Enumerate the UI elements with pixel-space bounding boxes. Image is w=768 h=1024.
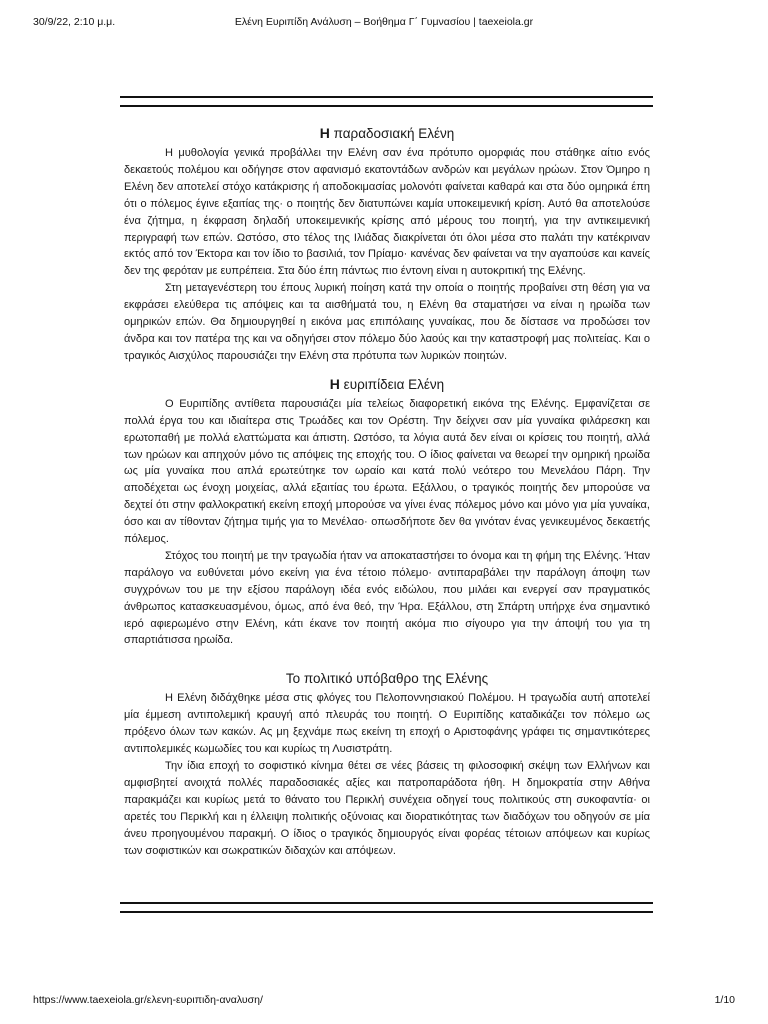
- print-footer: [0, 994, 768, 1010]
- section-spacer: [124, 365, 650, 373]
- paragraph: Την ίδια εποχή το σοφιστικό κίνημα θέτει σε νέες βάσεις τη φιλοσοφική σκέψη των Ελλήνων και αμφισβητεί ανοιχτά πολλές παραδοσιακές αξίες και πατροπαράδοτα ήθη. Η δημοκρατία στην Αθήνα παρακμάζει και κυρίως μετά το θάνατο του Περικλή συνέχεια οδηγεί τους πολιτικούς στη συκοφαντία· οι αρετές του Περικλή και η έλλειψη πολιτικής οξύνοιας και διορατικότητας των διαδόχων του οδηγούν σε μία άνευ προηγουμένου παρακμή. Ο ίδιος ο τραγικός δημιουργός είναι φορέας τέτοιων απόψεων και κυρίως των σοφιστικών και σωκρατικών διδαχών και απόψεων.: [124, 760, 650, 857]
- top-double-rule: [120, 96, 653, 107]
- paragraph: Ο Ευριπίδης αντίθετα παρουσιάζει μία τελείως διαφορετική εικόνα της Ελένης. Εμφανίζεται σε πολλά έργα του και ιδιαίτερα στις Τρωάδες και τον Ορέστη. Την δείχνει σαν μία γυναίκα φιλάρεσκη και ερωτοπαθή με πολλά ελαττώματα και άπιστη. Ωστόσο, τα λόγια αυτά δεν είναι οι κρίσεις του ποιητή, αλλά των ηρώων και απηχούν μόνο τις απόψεις της εποχής του. Ο ίδιος φαίνεται να θεωρεί την ομηρική ηρωίδα ως μία γυναίκα που απλά ερωτεύτηκε τον ωραίο και κατά πολύ νεότερο του Μενελάου Πάρη. Την αποδέχεται ως ένοχη μοιχείας, αλλά εξαιτίας του έρωτα. Εξάλλου, ο τραγικός ποιητής δεν μπορούσε να δεχτεί ότι στην φαλλοκρατική εκείνη εποχή μπορούσε να γίνει ένας πόλεμος μόνο και μόνο για μία γυναίκα, όσο και αν τίθονταν ζήτημα τιμής για το Μενέλαο· οπωσδήποτε δεν θα γινόταν ένας γενικευμένος δεκαετής πόλεμος.: [124, 397, 650, 546]
- document-body: [124, 122, 650, 859]
- paragraph: Στόχος του ποιητή με την τραγωδία ήταν να αποκαταστήσει το όνομα και τη φήμη της Ελένης. Ήταν παράλογο να ευθύνεται μόνο εκείνη για ένα τέτοιο πόλεμο· αντιπαραβάλει την παράλογη άποψη των συγχρόνων του με την εξίσου παράλογη ιδέα ενός ειδώλου, που μιλάει και ενεργεί σαν πραγματικός άνθρωπος κατασκευασμένου, όμως, από ένα θεό, την Ήρα. Εξάλλου, στη Σπάρτη υπήρχε ένα σημαντικό ιερό αφιερωμένο στην Ελένη, κάτι έκανε τον ποιητή ακόμα πιο σίγουρο για την άποψή του για τη σπαρτιάτισσα ηρωίδα.: [124, 549, 650, 647]
- section-heading-euripidean-helen: [124, 373, 650, 396]
- section-spacer: [124, 649, 650, 668]
- paragraph: Η Ελένη διδάχθηκε μέσα στις φλόγες του Πελοποννησιακού Πολέμου. Η τραγωδία αυτή αποτελεί μία έμμεση αντιπολεμική κραυγή από πλευράς του ποιητή. Ο Ευριπίδης καταδικάζει τον πόλεμο ως πρόξενο όλων των κακών. Ας μη ξεχνάμε πως εκείνη τη εποχή ο Αριστοφάνης γράφει τις σημαντικότερες αντιπολεμικές κωμωδίες του και κυρίως τη Λυσιστράτη.: [124, 692, 650, 756]
- heading-text: ο πολιτικό υπόβαθρο της Ελένης: [292, 671, 489, 687]
- bottom-double-rule: [120, 902, 653, 913]
- heading-initial: Η: [319, 125, 330, 141]
- heading-initial: Τ: [285, 671, 293, 687]
- heading-text: παραδοσιακή Ελένη: [329, 126, 455, 141]
- print-page-number: 1/10: [714, 994, 735, 1006]
- print-datetime: 30/9/22, 2:10 μ.μ.: [33, 16, 116, 28]
- section-heading-political-background: [124, 668, 650, 690]
- paragraph: Στη μεταγενέστερη του έπους λυρική ποίηση κατά την οποία ο ποιητής προβαίνει στη θέση για να εκφράσει ελεύθερα τις απόψεις και τα αισθήματά του, η Ελένη θα σταματήσει να είναι η ηρωίδα των ομηρικών επών. Θα δημιουργηθεί η εικόνα μας επιπόλαιης γυναίκας, που δε δίστασε να προδώσει τον άνδρα και τον πατέρα της και να οδηγήσει στον πόλεμο δύο λαούς και την καταστροφή μας πολιτείας. Και ο τραγικός Αισχύλος παρουσιάζει την Ελένη στα πρότυπα των λυρικών ποιητών.: [124, 282, 650, 362]
- section-heading-traditional-helen: [124, 122, 650, 145]
- heading-initial: Η: [329, 375, 340, 392]
- print-header: [0, 16, 768, 32]
- heading-text: ευριπίδεια Ελένη: [339, 376, 445, 392]
- print-url[interactable]: https://www.taexeiola.gr/ελενη-ευριπιδη-αναλυση/: [33, 994, 263, 1006]
- paragraph: Η μυθολογία γενικά προβάλλει την Ελένη σαν ένα πρότυπο ομορφιάς που στάθηκε αίτιο ενός δεκαετούς πολέμου και οδήγησε στον αφανισμό εκατοντάδων ανδρών και μεγάλων ηρώων. Στον Όμηρο η Ελένη δεν αποτελεί στόχο κατάκρισης ή αποδοκιμασίας μολονότι φαίνεται καθαρά και στα δύο ομηρικά έπη ότι ο πόλεμος έγινε εξαιτίας της· ο ποιητής δεν διατυπώνει καμία υποκειμενική κρίση. Αυτό θα αποτελούσε ένα ζήτημα, η έκφραση δηλαδή υποκειμενικής κρίσης από μέρους του ποιητή, για την αντικειμενική περιγραφή των επών. Ωστόσο, στο τέλος της Ιλιάδας διακρίνεται ότι όλοι μέσα στο παλάτι την κατέκριναν εκτός από τον Έκτορα και τον ίδιο το βασιλιά, τον Πρίαμο· κανένας δεν φαίνεται να την αγαπούσε και κανείς δεν της φερόταν με ευπρέπεια. Στα δύο έπη πάντως πιο έντονη είναι η αυτοκριτική της Ελένης.: [124, 147, 650, 278]
- print-page-title: Ελένη Ευριπίδη Ανάλυση – Βοήθημα Γ΄ Γυμνασίου | taexeiola.gr: [234, 16, 534, 28]
